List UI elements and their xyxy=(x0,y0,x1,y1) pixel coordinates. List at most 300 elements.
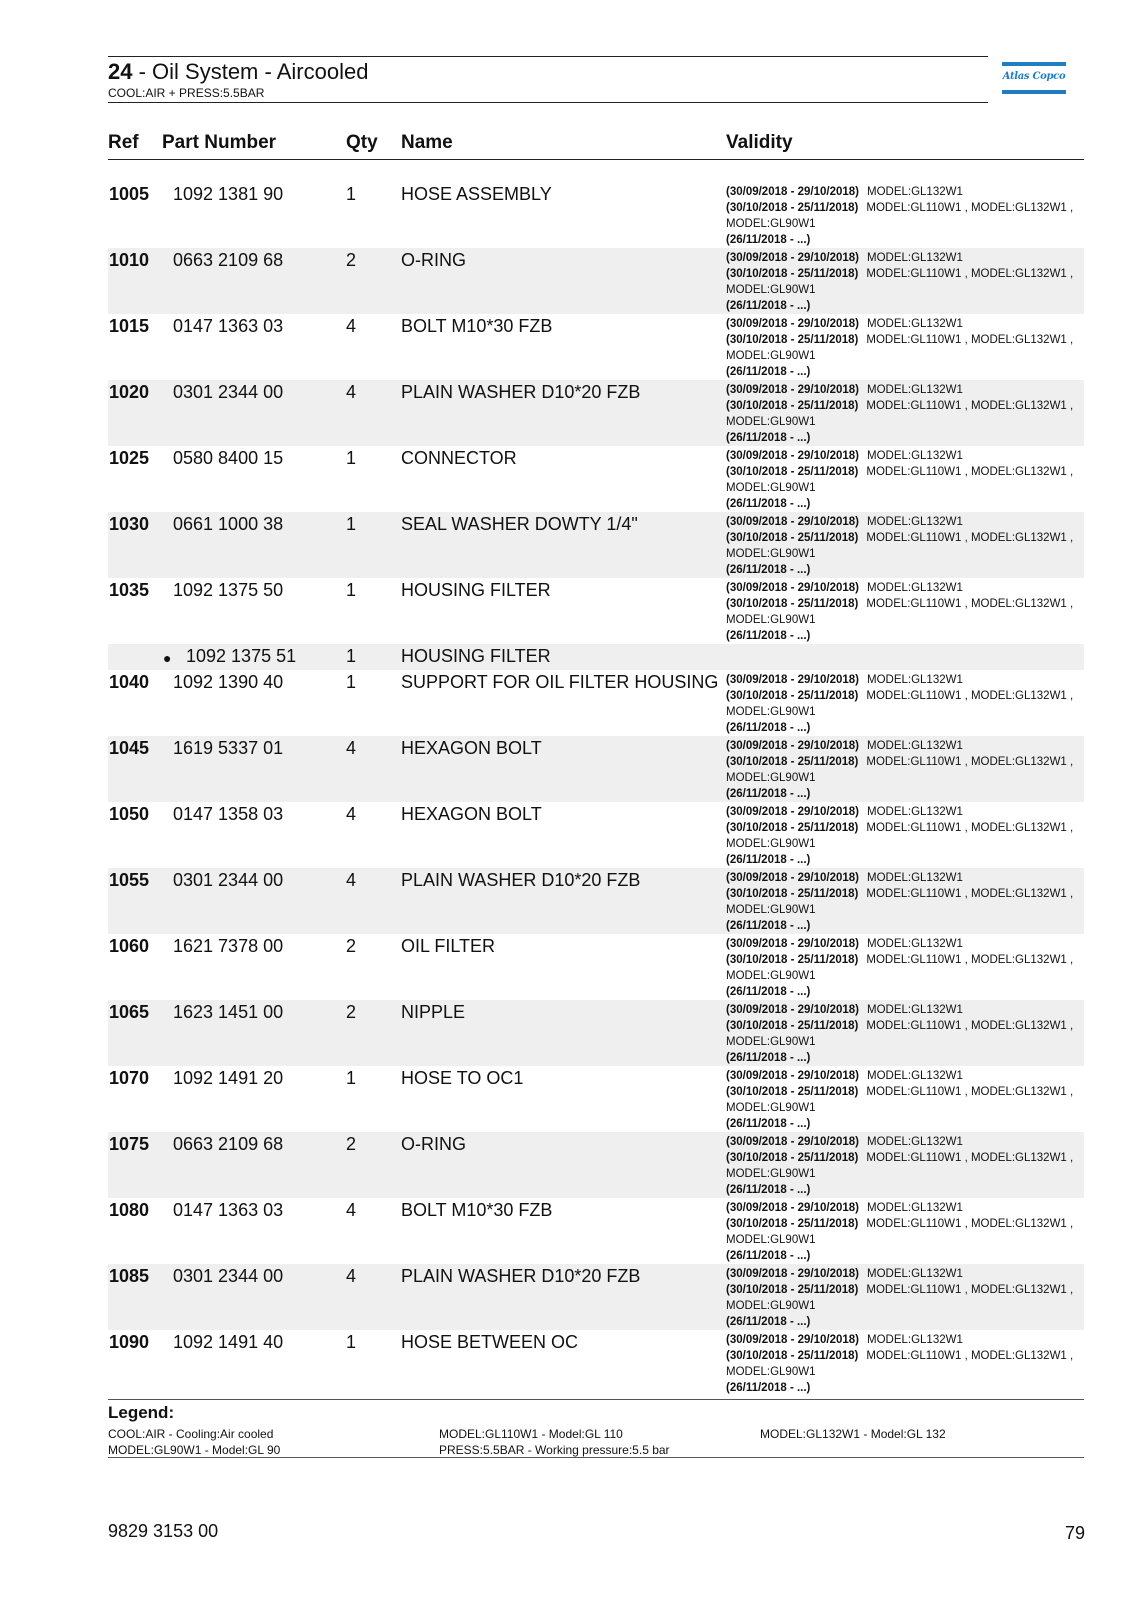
validity-date-range: (30/10/2018 - 25/11/2018) xyxy=(726,1020,859,1032)
qty-cell: 4 xyxy=(346,804,357,824)
validity-line xyxy=(726,1200,1073,1216)
validity-line xyxy=(726,870,1073,886)
logo-bar-top xyxy=(1002,62,1066,66)
table-row xyxy=(108,1132,1084,1198)
validity-date-range: (26/11/2018 - ...) xyxy=(726,1382,811,1394)
validity-date-range: (30/09/2018 - 29/10/2018) xyxy=(726,938,859,950)
validity-line xyxy=(726,918,1073,934)
qty-cell: 1 xyxy=(346,184,357,204)
validity-models: MODEL:GL132W1 xyxy=(867,1004,963,1016)
validity-models: MODEL:GL90W1 xyxy=(726,904,816,916)
validity-line xyxy=(726,754,1073,770)
validity-models: MODEL:GL132W1 xyxy=(867,740,963,752)
validity-line xyxy=(726,1182,1073,1198)
validity-date-range: (30/09/2018 - 29/10/2018) xyxy=(726,740,859,752)
validity-models: MODEL:GL90W1 xyxy=(726,1168,816,1180)
validity-models: MODEL:GL132W1 xyxy=(867,516,963,528)
qty-cell: 1 xyxy=(346,1332,357,1352)
validity-models: MODEL:GL110W1 , MODEL:GL132W1 , xyxy=(866,1152,1074,1164)
qty-cell: 1 xyxy=(346,672,357,692)
header-bottom-rule xyxy=(108,102,988,103)
validity-date-range: (30/09/2018 - 29/10/2018) xyxy=(726,1268,859,1280)
validity-line xyxy=(726,704,1073,720)
validity-line xyxy=(726,596,1073,612)
atlas-copco-logo xyxy=(1002,62,1066,96)
ref-cell: 1030 xyxy=(109,514,150,534)
validity-line xyxy=(726,316,1073,332)
validity-models: MODEL:GL110W1 , MODEL:GL132W1 , xyxy=(866,1284,1074,1296)
validity-line xyxy=(726,1100,1073,1116)
validity-models: MODEL:GL132W1 xyxy=(867,1268,963,1280)
validity-models: MODEL:GL90W1 xyxy=(726,1036,816,1048)
validity-date-range: (30/10/2018 - 25/11/2018) xyxy=(726,756,859,768)
validity-models: MODEL:GL132W1 xyxy=(867,252,963,264)
page-subtitle: COOL:AIR + PRESS:5.5BAR xyxy=(108,86,265,100)
validity-date-range: (30/10/2018 - 25/11/2018) xyxy=(726,822,859,834)
table-row xyxy=(108,578,1084,644)
validity-models: MODEL:GL90W1 xyxy=(726,1366,816,1378)
validity-date-range: (26/11/2018 - ...) xyxy=(726,630,811,642)
validity-date-range: (30/09/2018 - 29/10/2018) xyxy=(726,674,859,686)
validity-date-range: (30/10/2018 - 25/11/2018) xyxy=(726,334,859,346)
validity-models: MODEL:GL110W1 , MODEL:GL132W1 , xyxy=(866,466,1074,478)
validity-line xyxy=(726,720,1073,736)
qty-cell: 4 xyxy=(346,870,357,890)
column-header-rule xyxy=(108,159,1084,160)
validity-date-range: (30/09/2018 - 29/10/2018) xyxy=(726,450,859,462)
qty-cell: 1 xyxy=(346,1068,357,1088)
validity-models: MODEL:GL110W1 , MODEL:GL132W1 , xyxy=(866,756,1074,768)
validity-date-range: (30/10/2018 - 25/11/2018) xyxy=(726,690,859,702)
qty-cell: 4 xyxy=(346,316,357,336)
validity-models: MODEL:GL132W1 xyxy=(867,674,963,686)
validity-line xyxy=(726,562,1073,578)
validity-line xyxy=(726,852,1073,868)
ref-cell: 1025 xyxy=(109,448,150,468)
parts-table xyxy=(108,182,1084,1396)
validity-cell xyxy=(726,672,1073,736)
table-row xyxy=(108,446,1084,512)
validity-date-range: (30/10/2018 - 25/11/2018) xyxy=(726,532,859,544)
section-number: 24 xyxy=(108,59,133,84)
column-header-part-number: Part Number xyxy=(162,132,277,153)
sub-item-bullet-icon: ● xyxy=(163,650,172,666)
name-cell: CONNECTOR xyxy=(401,448,517,468)
validity-models: MODEL:GL110W1 , MODEL:GL132W1 , xyxy=(866,400,1074,412)
validity-models: MODEL:GL110W1 , MODEL:GL132W1 , xyxy=(866,334,1074,346)
part-number-cell: 0663 2109 68 xyxy=(173,250,284,270)
qty-cell: 2 xyxy=(346,250,357,270)
validity-date-range: (26/11/2018 - ...) xyxy=(726,366,811,378)
table-row xyxy=(108,1066,1084,1132)
legend-title: Legend: xyxy=(108,1403,175,1422)
validity-models: MODEL:GL90W1 xyxy=(726,1234,816,1246)
validity-line xyxy=(726,266,1073,282)
validity-date-range: (30/09/2018 - 29/10/2018) xyxy=(726,186,859,198)
qty-cell: 2 xyxy=(346,1002,357,1022)
validity-line xyxy=(726,836,1073,852)
validity-cell xyxy=(726,738,1073,802)
validity-cell xyxy=(726,514,1073,578)
column-header-validity: Validity xyxy=(726,132,793,153)
validity-date-range: (30/09/2018 - 29/10/2018) xyxy=(726,1004,859,1016)
validity-date-range: (26/11/2018 - ...) xyxy=(726,986,811,998)
part-number-cell: 0147 1363 03 xyxy=(173,1200,284,1220)
validity-date-range: (26/11/2018 - ...) xyxy=(726,564,811,576)
validity-line xyxy=(726,886,1073,902)
validity-line xyxy=(726,1068,1073,1084)
ref-cell: 1065 xyxy=(109,1002,150,1022)
table-row xyxy=(108,512,1084,578)
validity-models: MODEL:GL90W1 xyxy=(726,548,816,560)
qty-cell: 1 xyxy=(346,514,357,534)
validity-models: MODEL:GL132W1 xyxy=(867,1202,963,1214)
validity-models: MODEL:GL110W1 , MODEL:GL132W1 , xyxy=(866,1218,1074,1230)
validity-line xyxy=(726,738,1073,754)
validity-date-range: (30/09/2018 - 29/10/2018) xyxy=(726,1202,859,1214)
validity-line xyxy=(726,184,1073,200)
validity-line xyxy=(726,672,1073,688)
validity-line xyxy=(726,820,1073,836)
name-cell: SEAL WASHER DOWTY 1/4" xyxy=(401,514,638,534)
qty-cell: 4 xyxy=(346,382,357,402)
validity-models: MODEL:GL90W1 xyxy=(726,614,816,626)
validity-models: MODEL:GL110W1 , MODEL:GL132W1 , xyxy=(866,1350,1074,1362)
validity-models: MODEL:GL132W1 xyxy=(867,186,963,198)
validity-date-range: (26/11/2018 - ...) xyxy=(726,920,811,932)
validity-line xyxy=(726,612,1073,628)
table-row xyxy=(108,380,1084,446)
validity-date-range: (26/11/2018 - ...) xyxy=(726,498,811,510)
validity-line xyxy=(726,1050,1073,1066)
validity-line xyxy=(726,530,1073,546)
validity-models: MODEL:GL132W1 xyxy=(867,1136,963,1148)
validity-models: MODEL:GL132W1 xyxy=(867,1070,963,1082)
validity-models: MODEL:GL90W1 xyxy=(726,772,816,784)
validity-date-range: (26/11/2018 - ...) xyxy=(726,432,811,444)
qty-cell: 4 xyxy=(346,1200,357,1220)
validity-models: MODEL:GL110W1 , MODEL:GL132W1 , xyxy=(866,822,1074,834)
part-number-cell: 1092 1491 40 xyxy=(173,1332,284,1352)
validity-line xyxy=(726,1134,1073,1150)
validity-line xyxy=(726,1116,1073,1132)
validity-cell xyxy=(726,804,1073,868)
validity-models: MODEL:GL110W1 , MODEL:GL132W1 , xyxy=(866,1086,1074,1098)
validity-cell xyxy=(726,184,1073,248)
validity-line xyxy=(726,250,1073,266)
part-number-cell: 1623 1451 00 xyxy=(173,1002,284,1022)
table-row xyxy=(108,314,1084,380)
validity-cell xyxy=(726,1266,1073,1330)
part-number-cell: 0663 2109 68 xyxy=(173,1134,284,1154)
validity-models: MODEL:GL110W1 , MODEL:GL132W1 , xyxy=(866,532,1074,544)
validity-line xyxy=(726,1034,1073,1050)
column-header-name: Name xyxy=(401,132,453,153)
table-row xyxy=(108,1330,1084,1396)
name-cell: PLAIN WASHER D10*20 FZB xyxy=(401,1266,641,1286)
legend-item: PRESS:5.5BAR - Working pressure:5.5 bar xyxy=(439,1443,670,1457)
validity-line xyxy=(726,332,1073,348)
validity-line xyxy=(726,200,1073,216)
validity-cell xyxy=(726,1002,1073,1066)
ref-cell: 1050 xyxy=(109,804,150,824)
validity-line xyxy=(726,1266,1073,1282)
part-number-cell: 0147 1358 03 xyxy=(173,804,284,824)
validity-line xyxy=(726,1348,1073,1364)
column-header-ref: Ref xyxy=(108,132,139,153)
legend-item: MODEL:GL90W1 - Model:GL 90 xyxy=(108,1443,281,1457)
validity-date-range: (30/10/2018 - 25/11/2018) xyxy=(726,400,859,412)
validity-date-range: (26/11/2018 - ...) xyxy=(726,1184,811,1196)
validity-date-range: (30/10/2018 - 25/11/2018) xyxy=(726,202,859,214)
validity-line xyxy=(726,580,1073,596)
validity-date-range: (30/09/2018 - 29/10/2018) xyxy=(726,252,859,264)
part-number-cell: 0580 8400 15 xyxy=(173,448,284,468)
qty-cell: 4 xyxy=(346,738,357,758)
validity-cell xyxy=(726,1332,1073,1396)
validity-date-range: (30/10/2018 - 25/11/2018) xyxy=(726,1086,859,1098)
validity-line xyxy=(726,952,1073,968)
validity-line xyxy=(726,282,1073,298)
validity-line xyxy=(726,464,1073,480)
validity-models: MODEL:GL110W1 , MODEL:GL132W1 , xyxy=(866,888,1074,900)
validity-line xyxy=(726,398,1073,414)
validity-line xyxy=(726,382,1073,398)
validity-line xyxy=(726,968,1073,984)
section-title: - Oil System - Aircooled xyxy=(132,59,369,84)
validity-models: MODEL:GL132W1 xyxy=(867,806,963,818)
name-cell: HEXAGON BOLT xyxy=(401,738,542,758)
validity-models: MODEL:GL132W1 xyxy=(867,1334,963,1346)
validity-cell xyxy=(726,870,1073,934)
part-number-cell: 0301 2344 00 xyxy=(173,382,284,402)
name-cell: HOUSING FILTER xyxy=(401,580,551,600)
part-number-cell: 1621 7378 00 xyxy=(173,936,284,956)
validity-date-range: (30/09/2018 - 29/10/2018) xyxy=(726,872,859,884)
validity-line xyxy=(726,414,1073,430)
ref-cell: 1090 xyxy=(109,1332,150,1352)
part-number-cell: 0301 2344 00 xyxy=(173,870,284,890)
name-cell: BOLT M10*30 FZB xyxy=(401,316,553,336)
name-cell: HOSE BETWEEN OC xyxy=(401,1332,579,1352)
qty-cell: 4 xyxy=(346,1266,357,1286)
ref-cell: 1080 xyxy=(109,1200,150,1220)
legend-bottom-rule xyxy=(108,1457,1084,1458)
validity-line xyxy=(726,1298,1073,1314)
ref-cell: 1010 xyxy=(109,250,150,270)
validity-line xyxy=(726,936,1073,952)
table-row xyxy=(108,1264,1084,1330)
validity-date-range: (30/09/2018 - 29/10/2018) xyxy=(726,1136,859,1148)
name-cell: NIPPLE xyxy=(401,1002,466,1022)
part-number-cell: 0147 1363 03 xyxy=(173,316,284,336)
validity-cell xyxy=(726,1068,1073,1132)
validity-date-range: (26/11/2018 - ...) xyxy=(726,300,811,312)
validity-date-range: (26/11/2018 - ...) xyxy=(726,1052,811,1064)
name-cell: HEXAGON BOLT xyxy=(401,804,542,824)
ref-cell: 1070 xyxy=(109,1068,150,1088)
qty-cell: 1 xyxy=(346,580,357,600)
part-number-cell: 1092 1375 51 xyxy=(186,646,297,666)
validity-models: MODEL:GL90W1 xyxy=(726,284,816,296)
validity-date-range: (30/10/2018 - 25/11/2018) xyxy=(726,268,859,280)
table-row xyxy=(108,670,1084,736)
validity-models: MODEL:GL90W1 xyxy=(726,970,816,982)
qty-cell: 2 xyxy=(346,1134,357,1154)
validity-models: MODEL:GL110W1 , MODEL:GL132W1 , xyxy=(866,268,1074,280)
validity-line xyxy=(726,480,1073,496)
ref-cell: 1020 xyxy=(109,382,150,402)
validity-line xyxy=(726,1216,1073,1232)
validity-cell xyxy=(726,382,1073,446)
validity-cell xyxy=(726,580,1073,644)
name-cell: O-RING xyxy=(401,250,466,270)
validity-date-range: (30/09/2018 - 29/10/2018) xyxy=(726,1070,859,1082)
validity-line xyxy=(726,804,1073,820)
validity-date-range: (26/11/2018 - ...) xyxy=(726,854,811,866)
validity-line xyxy=(726,1248,1073,1264)
validity-cell xyxy=(726,316,1073,380)
validity-line xyxy=(726,1364,1073,1380)
validity-line xyxy=(726,1084,1073,1100)
validity-line xyxy=(726,216,1073,232)
validity-line xyxy=(726,786,1073,802)
validity-models: MODEL:GL110W1 , MODEL:GL132W1 , xyxy=(866,1020,1074,1032)
validity-models: MODEL:GL90W1 xyxy=(726,838,816,850)
validity-date-range: (30/10/2018 - 25/11/2018) xyxy=(726,954,859,966)
ref-cell: 1085 xyxy=(109,1266,150,1286)
validity-line xyxy=(726,628,1073,644)
validity-line xyxy=(726,1380,1073,1396)
validity-models: MODEL:GL132W1 xyxy=(867,872,963,884)
ref-cell: 1035 xyxy=(109,580,150,600)
validity-date-range: (30/10/2018 - 25/11/2018) xyxy=(726,1218,859,1230)
validity-date-range: (30/09/2018 - 29/10/2018) xyxy=(726,1334,859,1346)
validity-date-range: (30/10/2018 - 25/11/2018) xyxy=(726,1350,859,1362)
name-cell: BOLT M10*30 FZB xyxy=(401,1200,553,1220)
validity-line xyxy=(726,448,1073,464)
table-row xyxy=(108,1000,1084,1066)
validity-line xyxy=(726,1166,1073,1182)
validity-models: MODEL:GL132W1 xyxy=(867,450,963,462)
validity-line xyxy=(726,1018,1073,1034)
part-number-cell: 0661 1000 38 xyxy=(173,514,284,534)
ref-cell: 1075 xyxy=(109,1134,150,1154)
validity-models: MODEL:GL90W1 xyxy=(726,706,816,718)
validity-line xyxy=(726,232,1073,248)
table-row xyxy=(108,182,1084,248)
validity-line xyxy=(726,1150,1073,1166)
validity-models: MODEL:GL90W1 xyxy=(726,350,816,362)
validity-line xyxy=(726,430,1073,446)
validity-date-range: (26/11/2018 - ...) xyxy=(726,1316,811,1328)
validity-date-range: (30/10/2018 - 25/11/2018) xyxy=(726,598,859,610)
validity-models: MODEL:GL132W1 xyxy=(867,318,963,330)
validity-models: MODEL:GL110W1 , MODEL:GL132W1 , xyxy=(866,690,1074,702)
validity-models: MODEL:GL110W1 , MODEL:GL132W1 , xyxy=(866,598,1074,610)
table-row xyxy=(108,934,1084,1000)
legend-item: MODEL:GL110W1 - Model:GL 110 xyxy=(439,1427,623,1441)
logo-bar-bottom xyxy=(1002,90,1066,94)
validity-models: MODEL:GL110W1 , MODEL:GL132W1 , xyxy=(866,954,1074,966)
part-number-cell: 1619 5337 01 xyxy=(173,738,284,758)
validity-date-range: (30/09/2018 - 29/10/2018) xyxy=(726,516,859,528)
validity-models: MODEL:GL132W1 xyxy=(867,384,963,396)
ref-cell: 1040 xyxy=(109,672,150,692)
validity-models: MODEL:GL90W1 xyxy=(726,1102,816,1114)
validity-date-range: (26/11/2018 - ...) xyxy=(726,1118,811,1130)
validity-date-range: (26/11/2018 - ...) xyxy=(726,234,811,246)
logo-text: Atlas Copco xyxy=(1002,71,1066,82)
name-cell: HOSE ASSEMBLY xyxy=(401,184,552,204)
name-cell: OIL FILTER xyxy=(401,936,496,956)
table-row xyxy=(108,248,1084,314)
validity-line xyxy=(726,902,1073,918)
validity-date-range: (26/11/2018 - ...) xyxy=(726,788,811,800)
legend-top-rule xyxy=(108,1399,1084,1400)
validity-line xyxy=(726,298,1073,314)
part-number-cell: 1092 1381 90 xyxy=(173,184,284,204)
validity-line xyxy=(726,688,1073,704)
part-number-cell: 1092 1375 50 xyxy=(173,580,284,600)
name-cell: SUPPORT FOR OIL FILTER HOUSING xyxy=(401,672,719,692)
name-cell: O-RING xyxy=(401,1134,466,1154)
validity-line xyxy=(726,770,1073,786)
validity-date-range: (30/10/2018 - 25/11/2018) xyxy=(726,1284,859,1296)
part-number-cell: 1092 1390 40 xyxy=(173,672,284,692)
part-number-cell: 0301 2344 00 xyxy=(173,1266,284,1286)
validity-models: MODEL:GL90W1 xyxy=(726,218,816,230)
validity-date-range: (30/10/2018 - 25/11/2018) xyxy=(726,466,859,478)
validity-line xyxy=(726,496,1073,512)
header-top-rule xyxy=(108,56,988,57)
part-number-cell: 1092 1491 20 xyxy=(173,1068,284,1088)
validity-models: MODEL:GL90W1 xyxy=(726,416,816,428)
validity-line xyxy=(726,1002,1073,1018)
validity-line xyxy=(726,984,1073,1000)
validity-cell xyxy=(726,936,1073,1000)
ref-cell: 1015 xyxy=(109,316,150,336)
page-title xyxy=(108,59,368,85)
validity-line xyxy=(726,1232,1073,1248)
name-cell: PLAIN WASHER D10*20 FZB xyxy=(401,870,641,890)
validity-cell xyxy=(726,1200,1073,1264)
validity-models: MODEL:GL110W1 , MODEL:GL132W1 , xyxy=(866,202,1074,214)
ref-cell: 1045 xyxy=(109,738,150,758)
table-row xyxy=(108,644,1084,670)
validity-models: MODEL:GL90W1 xyxy=(726,1300,816,1312)
table-row xyxy=(108,1198,1084,1264)
ref-cell: 1055 xyxy=(109,870,150,890)
validity-date-range: (30/10/2018 - 25/11/2018) xyxy=(726,888,859,900)
validity-line xyxy=(726,1332,1073,1348)
validity-models: MODEL:GL90W1 xyxy=(726,482,816,494)
validity-line xyxy=(726,546,1073,562)
name-cell: HOSE TO OC1 xyxy=(401,1068,524,1088)
validity-date-range: (30/10/2018 - 25/11/2018) xyxy=(726,1152,859,1164)
validity-line xyxy=(726,1282,1073,1298)
validity-date-range: (30/09/2018 - 29/10/2018) xyxy=(726,582,859,594)
validity-line xyxy=(726,364,1073,380)
validity-cell xyxy=(726,448,1073,512)
document-number: 9829 3153 00 xyxy=(108,1521,219,1541)
validity-date-range: (26/11/2018 - ...) xyxy=(726,722,811,734)
legend-item: COOL:AIR - Cooling:Air cooled xyxy=(108,1427,274,1441)
validity-date-range: (30/09/2018 - 29/10/2018) xyxy=(726,806,859,818)
name-cell: HOUSING FILTER xyxy=(401,646,551,666)
validity-models: MODEL:GL132W1 xyxy=(867,582,963,594)
column-header-qty: Qty xyxy=(346,132,378,153)
